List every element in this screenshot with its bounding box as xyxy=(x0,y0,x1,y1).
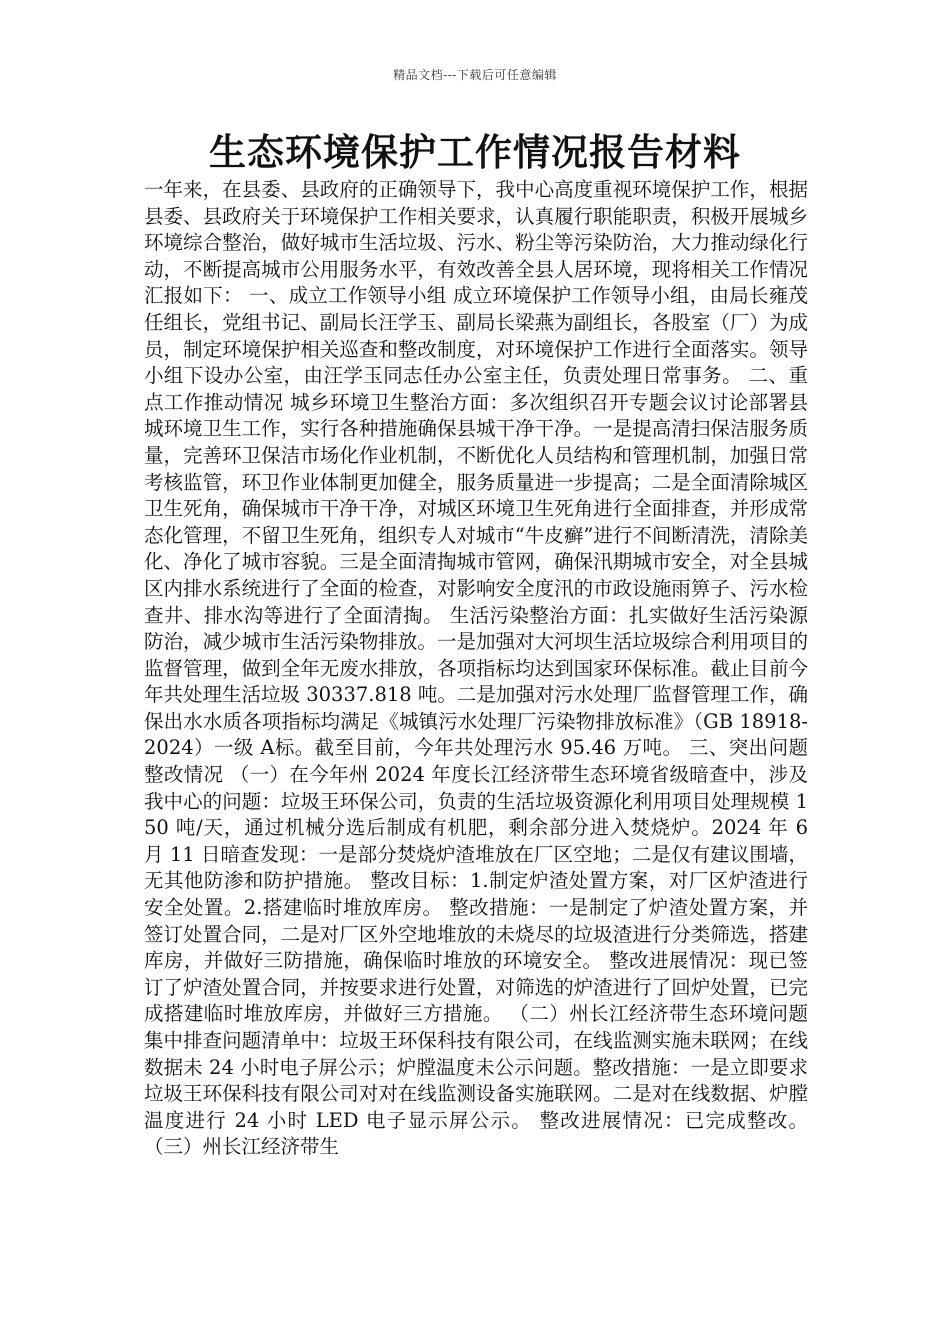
page-header-note: 精品文档---下载后可任意编辑 xyxy=(393,68,557,82)
document-title: 生态环境保护工作情况报告材料 xyxy=(209,130,741,174)
document-body-text: 一年来，在县委、县政府的正确领导下，我中心高度重视环境保护工作，根据县委、县政府关于环境保护工作相关要求，认真履行职能职责，积极开展城乡环境综合整治，做好城市生活垃圾、污水、粉尘等污染防治，大力推动绿化行动，不断提高城市公用服务水平，有效改善全县人居环境，现将相关工作情况汇报如下： 一、成立工作领导小组 成立环境保护工作领导小组，由局长雍茂任组长，党组书记、副局长汪学玉、副局长梁燕为副组长，各股室（厂）为成员，制定环境保护相关巡查和整改制度，对环境保护工作进行全面落实。领导小组下设办公室，由汪学玉同志任办公室主任，负责处理日常事务。 二、重点工作推动情况 城乡环境卫生整治方面：多次组织召开专题会议讨论部署县城环境卫生工作，实行各种措施确保县城干净干净。一是提高清扫保洁服务质量，完善环卫保洁市场化作业机制，不断优化人员结构和管理机制，加强日常考核监管，环卫作业体制更加健全，服务质量进一步提高；二是全面清除城区卫生死角，确保城市干净干净，对城区环境卫生死角进行全面排查，并形成常态化管理，不留卫生死角，组织专人对城市“牛皮癣”进行不间断清洗，清除美化、净化了城市容貌。三是全面清掏城市管网，确保汛期城市安全，对全县城区内排水系统进行了全面的检查，对影响安全度汛的市政设施雨箅子、污水检查井、排水沟等进行了全面清掏。 生活污染整治方面：扎实做好生活污染源防治，减少城市生活污染物排放。一是加强对大河坝生活垃圾综合利用项目的监督管理，做到全年无废水排放，各项指标均达到国家环保标准。截止目前今年共处理生活垃圾 30337.818 吨。二是加强对污水处理厂监督管理工作，确保出水水质各项指标均满足《城镇污水处理厂污染物排放标准》（GB 18918-2024）一级 A标。截至目前，今年共处理污水 95.46 万吨。 三、突出问题整改情况 （一）在今年州 2024 年度长江经济带生态环境省级暗查中，涉及我中心的问题：垃圾王环保公司，负责的生活垃圾资源化利用项目处理规模 150 吨/天，通过机械分选后制成有机肥，剩余部分进入焚烧炉。2024 年 6 月 11 日暗查发现：一是部分焚烧炉渣堆放在厂区空地；二是仅有建议围墙，无其他防渗和防护措施。 整改目标：1.制定炉渣处置方案，对厂区炉渣进行安全处置。2.搭建临时堆放库房。 整改措施：一是制定了炉渣处置方案，并签订处置合同，二是对厂区外空地堆放的未烧尽的垃圾渣进行分类筛选，搭建库房，并做好三防措施，确保临时堆放的环境安全。 整改进展情况：现已签订了炉渣处置合同，并按要求进行处置，对筛选的炉渣进行了回炉处置，已完成搭建临时堆放库房，并做好三方措施。 （二）州长江经济带生态环境问题集中排查问题清单中：垃圾王环保科技有限公司，在线监测实施未联网；在线数据未 24 小时电子屏公示；炉膛温度未公示问题。整改措施：一是立即要求垃圾王环保科技有限公司对对在线监测设备实施联网。二是对在线数据、炉膛温度进行 24 小时 LED 电子显示屏公示。 整改进展情况：已完成整改。 （三）州长江经济带生 xyxy=(144,178,808,1159)
